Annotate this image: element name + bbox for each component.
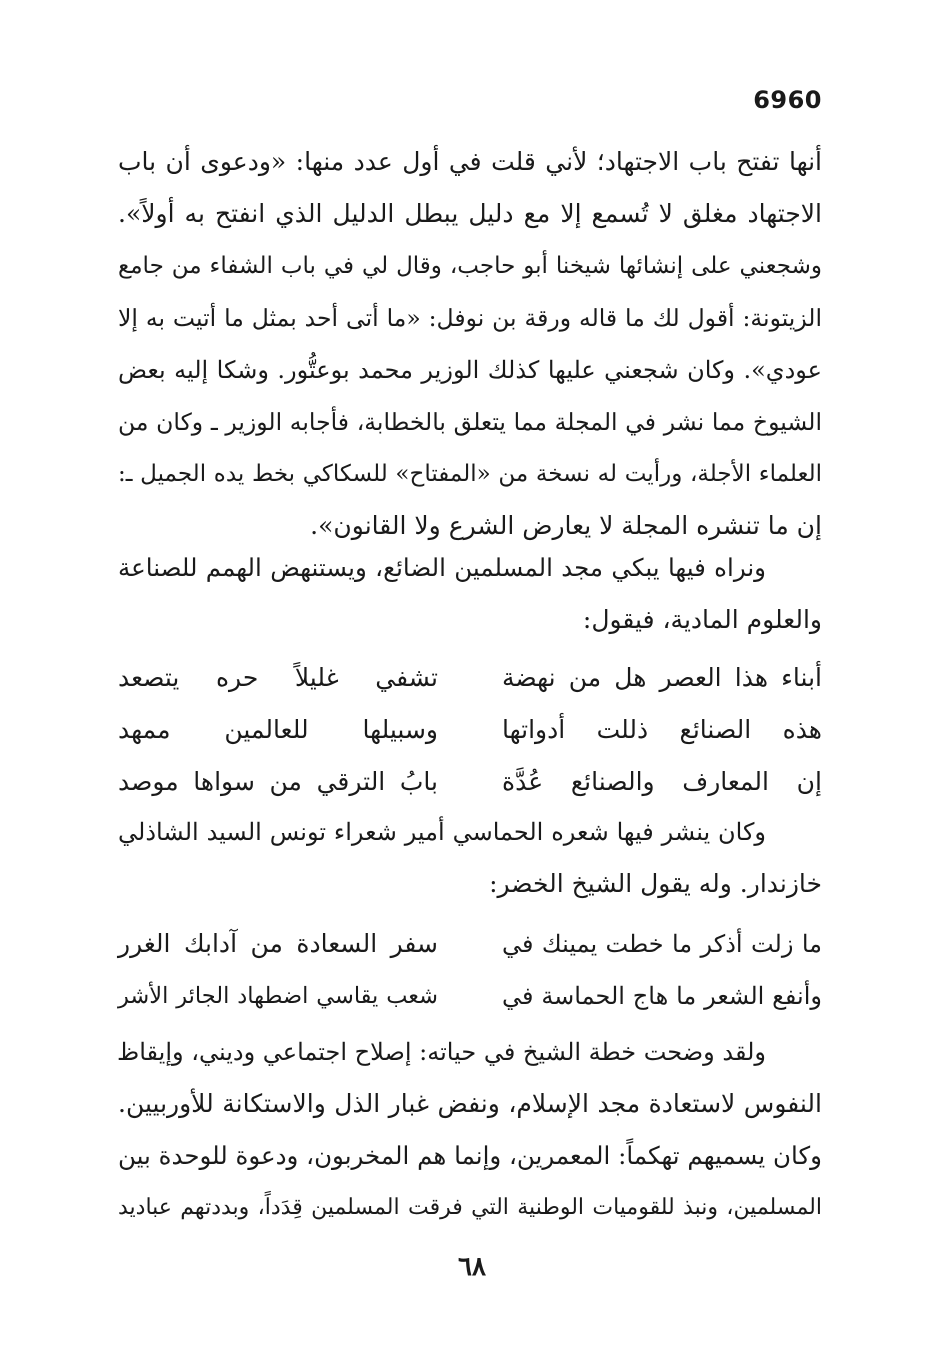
- text-line: الاجتهاد مغلق لا تُسمع إلا مع دليل يبطل الدليل الذي انفتح به أولاً».: [118, 199, 822, 228]
- verse-first-hemistich: أبناء هذا العصر هل من نهضة: [502, 663, 822, 692]
- text-line: وكان يسميهم تهكماً: المعمرين، وإنما هم المخربون، ودعوة للوحدة بين: [118, 1141, 822, 1170]
- poem-verse: [118, 918, 822, 970]
- poem-verse: [118, 652, 822, 704]
- text-line: وشجعني على إنشائها شيخنا أبو حاجب، وقال لي في باب الشفاء من جامع: [118, 253, 822, 279]
- verse-second-hemistich: تشفي غليلاً حره يتصعد: [118, 663, 438, 692]
- text-line: النفوس لاستعادة مجد الإسلام، ونفض غبار الذل والاستكانة للأوربيين.: [118, 1089, 822, 1118]
- verse-first-hemistich: ما زلت أذكر ما خطت يمينك في: [502, 930, 822, 958]
- poem-verse: [118, 704, 822, 756]
- verse-second-hemistich: سفر السعادة من آدابك الغرر: [118, 929, 438, 958]
- text-line: خازندار. وله يقول الشيخ الخضر:: [489, 869, 822, 898]
- verse-second-hemistich: وسبيلها للعالمين ممهد: [118, 715, 438, 744]
- page-number: ٦٨: [458, 1252, 486, 1282]
- text-line: والعلوم المادية، فيقول:: [582, 605, 822, 634]
- verse-second-hemistich: بابُ الترقي من سواها موصد: [118, 767, 438, 796]
- verse-first-hemistich: هذه الصنائع ذللت أدواتها: [502, 715, 822, 744]
- text-line: ولقد وضحت خطة الشيخ في حياته: إصلاح اجتماعي وديني، وإيقاظ: [117, 1038, 766, 1066]
- verse-second-hemistich: شعب يقاسي اضطهاد الجائر الأشر: [118, 983, 438, 1009]
- text-line: الشيوخ مما نشر في المجلة مما يتعلق بالخطابة، فأجابه الوزير ـ وكان من: [118, 408, 822, 436]
- text-line: أنها تفتح باب الاجتهاد؛ لأني قلت في أول عدد منها: «ودعوى أن باب: [118, 147, 822, 176]
- page-id-number: 6960: [753, 86, 822, 114]
- text-line: ونراه فيها يبكي مجد المسلمين الضائع، ويستنهض الهمم للصناعة: [118, 553, 766, 582]
- text-line: عودي». وكان شجعني عليها كذلك الوزير محمد بوعتُّور. وشكا إليه بعض: [118, 356, 822, 384]
- verse-first-hemistich: وأنفع الشعر ما هاج الحماسة في: [502, 982, 822, 1010]
- text-line: العلماء الأجلة، ورأيت له نسخة من «المفتاح» للسكاكي بخط يده الجميل ـ:: [118, 461, 822, 487]
- text-line: إن ما تنشره المجلة لا يعارض الشرع ولا القانون».: [310, 511, 822, 540]
- text-line: وكان ينشر فيها شعره الحماسي أمير شعراء تونس السيد الشاذلي: [118, 818, 766, 846]
- text-line: المسلمين، ونبذ للقوميات الوطنية التي فرقت المسلمين قِدَداً، وبددتهم عباديد: [118, 1195, 822, 1220]
- poem-verse: [118, 756, 822, 808]
- text-line: الزيتونة: أقول لك ما قاله ورقة بن نوفل: «ما أتى أحد بمثل ما أتيت به إلا: [118, 304, 822, 332]
- verse-first-hemistich: إن المعارف والصنائع عُدَّة: [502, 767, 822, 796]
- poem-verse: [118, 970, 822, 1022]
